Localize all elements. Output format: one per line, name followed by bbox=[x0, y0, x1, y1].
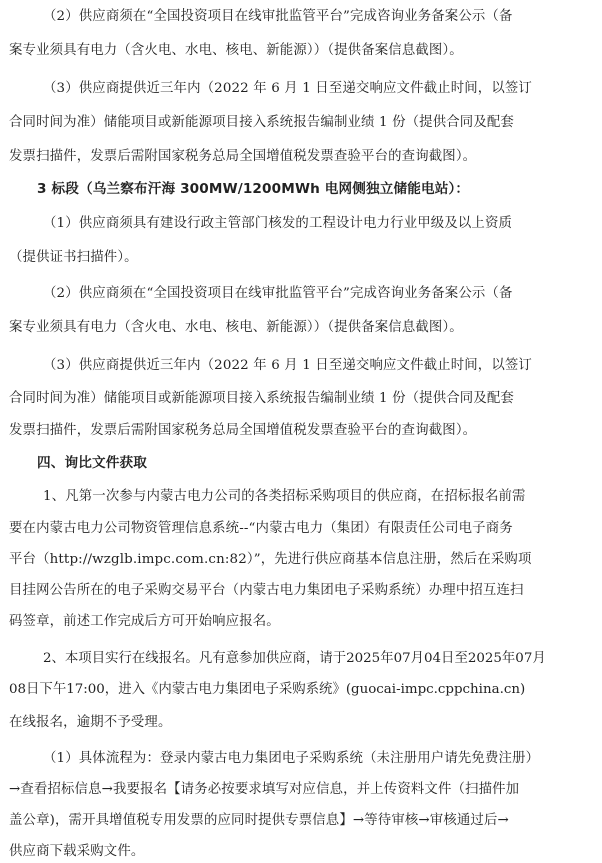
text-line: 发票扫描件，发票后需附国家税务总局全国增值税发票查验平台的查询截图）。 bbox=[9, 423, 477, 438]
text-line: 案专业须具有电力（含火电、水电、核电、新能源））（提供备案信息截图）。 bbox=[9, 43, 463, 58]
text-line: 合同时间为准）储能项目或新能源项目接入系统报告编制业绩 1 份（提供合同及配套 bbox=[9, 115, 514, 130]
text-line: （2）供应商须在“全国投资项目在线审批监管平台”完成咨询业务备案公示（备 bbox=[43, 9, 513, 24]
text-line: （1）供应商须具有建设行政主管部门核发的工程设计电力行业甲级及以上资质 bbox=[43, 216, 513, 231]
text-line: 盖公章)，需开具增值税专用发票的应同时提供专票信息】→等待审核→审核通过后→ bbox=[9, 813, 509, 828]
text-line: 08日下午17:00，进入《内蒙古电力集团电子采购系统》(guocai-impc.cppchina.cn) bbox=[9, 682, 526, 697]
text-line: 2、本项目实行在线报名。凡有意参加供应商，请于2025年07月04日至2025年07月 bbox=[43, 651, 546, 666]
text-line: 目挂网公告所在的电子采购交易平台（内蒙古电力集团电子采购系统）办理中招互连扫 bbox=[9, 583, 524, 598]
text-line: 案专业须具有电力（含火电、水电、核电、新能源））（提供备案信息截图）。 bbox=[9, 320, 463, 335]
text-line: （3）供应商提供近三年内（2022 年 6 月 1 日至递交响应文件截止时间，以签订 bbox=[43, 358, 532, 373]
text-line: 码签章，前述工作完成后方可开始响应报名。 bbox=[9, 614, 280, 629]
section-heading: 3 标段（乌兰察布汗海 300MW/1200MWh 电网侧独立储能电站）： bbox=[37, 181, 470, 197]
text-line: 发票扫描件，发票后需附国家税务总局全国增值税发票查验平台的查询截图）。 bbox=[9, 149, 477, 164]
section-heading: 四、询比文件获取 bbox=[37, 455, 147, 471]
text-line: （提供证书扫描件）。 bbox=[9, 250, 138, 265]
text-line: （3）供应商提供近三年内（2022 年 6 月 1 日至递交响应文件截止时间，以签订 bbox=[43, 81, 532, 96]
text-line: 1、凡第一次参与内蒙古电力公司的各类招标采购项目的供应商，在招标报名前需 bbox=[43, 489, 526, 504]
text-line: 供应商下载采购文件。 bbox=[9, 844, 145, 859]
text-line: （1）具体流程为：登录内蒙古电力集团电子采购系统（未注册用户请先免费注册） bbox=[43, 751, 540, 766]
text-line: →查看招标信息→我要报名【请务必按要求填写对应信息，并上传资料文件（扫描件加 bbox=[9, 782, 520, 797]
text-line: 平台（http://wzglb.impc.com.cn:82）”，先进行供应商基本信息注册，然后在采购项 bbox=[9, 552, 532, 567]
text-line: （2）供应商须在“全国投资项目在线审批监管平台”完成咨询业务备案公示（备 bbox=[43, 286, 513, 301]
text-line: 合同时间为准）储能项目或新能源项目接入系统报告编制业绩 1 份（提供合同及配套 bbox=[9, 391, 514, 406]
text-line: 在线报名，逾期不予受理。 bbox=[9, 715, 172, 730]
text-line: 要在内蒙古电力公司物资管理信息系统--“内蒙古电力（集团）有限责任公司电子商务 bbox=[9, 521, 513, 536]
